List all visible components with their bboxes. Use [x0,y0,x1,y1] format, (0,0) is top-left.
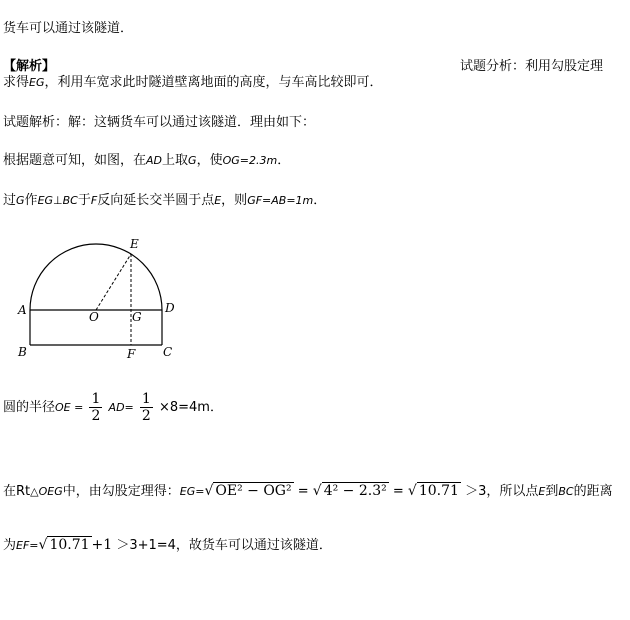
radical-4-content: 10.71 [49,537,90,553]
step2-f: F [90,194,98,207]
step1-end: ． [277,153,291,168]
step2-text-b: 作 [24,193,38,208]
fraction-den-1: 2 [91,408,101,424]
line-oe [96,254,131,310]
pythagoras-line [3,482,613,501]
last-text-a: 为 [3,538,17,553]
radius-oe: OE = [55,401,84,414]
rt-end: 的距离 [573,484,613,499]
rt-eg: EG= [179,485,205,498]
radical-3: √ 10.71 [407,483,459,499]
fraction-num-2: 1 [141,391,151,407]
radical-2-content: 4² − 2.3² [323,483,387,499]
radical-1: √ OE² − OG² [204,483,292,499]
radius-ad: AD= [108,401,134,414]
solution-line [3,114,315,132]
radius-text: 圆的半径 [3,400,56,415]
step2-text-a: 过 [3,193,17,208]
analysis-eg: EG [29,76,45,89]
step2-e: E [214,194,222,207]
label-o: O [89,310,99,324]
radical-3-content: 10.71 [418,483,459,499]
conclusion-line [3,536,332,555]
step2-g: G [16,194,25,207]
answer-text: 货车可以通过该隧道． [3,21,134,36]
rt-bc: BC [558,485,574,498]
fraction-half-1 [89,391,102,424]
fraction-den-2: 2 [141,408,151,424]
step2-text-d: 反向延长交半圆于点 [97,193,215,208]
radius-end: ×8=4m． [158,400,223,415]
rt-e: E [538,485,546,498]
step1-text-c: ，使 [196,153,223,168]
solution-text: 试题解析：解：这辆货车可以通过该隧道．理由如下： [3,115,316,130]
step2-eg: EG⊥BC [37,194,78,207]
step2-text-e: ，则 [221,193,248,208]
step1-text-b: 上取 [162,153,189,168]
analysis-prefix-text: 试题分析：利用勾股定理 [460,59,604,74]
step1-line [3,152,290,170]
rt-eq1: = [297,484,309,499]
rt-triangle: △OEG [30,485,63,498]
label-a: A [18,303,27,317]
step2-end: ． [313,193,327,208]
analysis-text-a: 求得 [3,75,30,90]
step2-text-c: 于 [77,193,91,208]
analysis-line [3,74,383,92]
radius-line [3,390,223,426]
last-plus: +1 [91,537,113,553]
step2-gf: GF=AB=1m [247,194,314,207]
radical-1-content: OE² − OG² [215,483,292,499]
rt-gt: ＞3，所以点 [465,484,539,499]
rt-text-b: 中，由勾股定理得： [62,484,180,499]
analysis-prefix [460,58,603,76]
step1-g: G [188,154,197,167]
rt-text-a: 在Rt [3,484,31,499]
label-g: G [132,310,142,324]
analysis-text-b: ，利用车宽求此时隧道壁离地面的高度，与车高比较即可． [44,75,383,90]
section-label: 【解析】 [3,59,56,74]
tunnel-diagram [0,228,200,363]
label-d: D [165,301,175,315]
fraction-half-2 [140,391,153,424]
radical-2: √ 4² − 2.3² [312,483,387,499]
radical-4: √ 10.71 +1 [38,537,113,553]
last-text-b: ＞3+1=4，故货车可以通过该隧道． [116,538,332,553]
step1-text-a: 根据题意可知，如图，在 [3,153,147,168]
label-c: C [163,345,173,359]
rt-to: 到 [545,484,559,499]
label-e: E [130,237,139,251]
semicircle-arc [30,244,162,310]
answer-line [3,20,133,38]
fraction-num-1: 1 [91,391,101,407]
rt-eq2: = [392,484,404,499]
label-f: F [127,347,136,361]
step2-line [3,192,326,210]
step1-og: OG=2.3m [222,154,278,167]
last-ef: EF= [16,539,39,552]
step1-ad: AD [146,154,163,167]
label-b: B [18,345,27,359]
